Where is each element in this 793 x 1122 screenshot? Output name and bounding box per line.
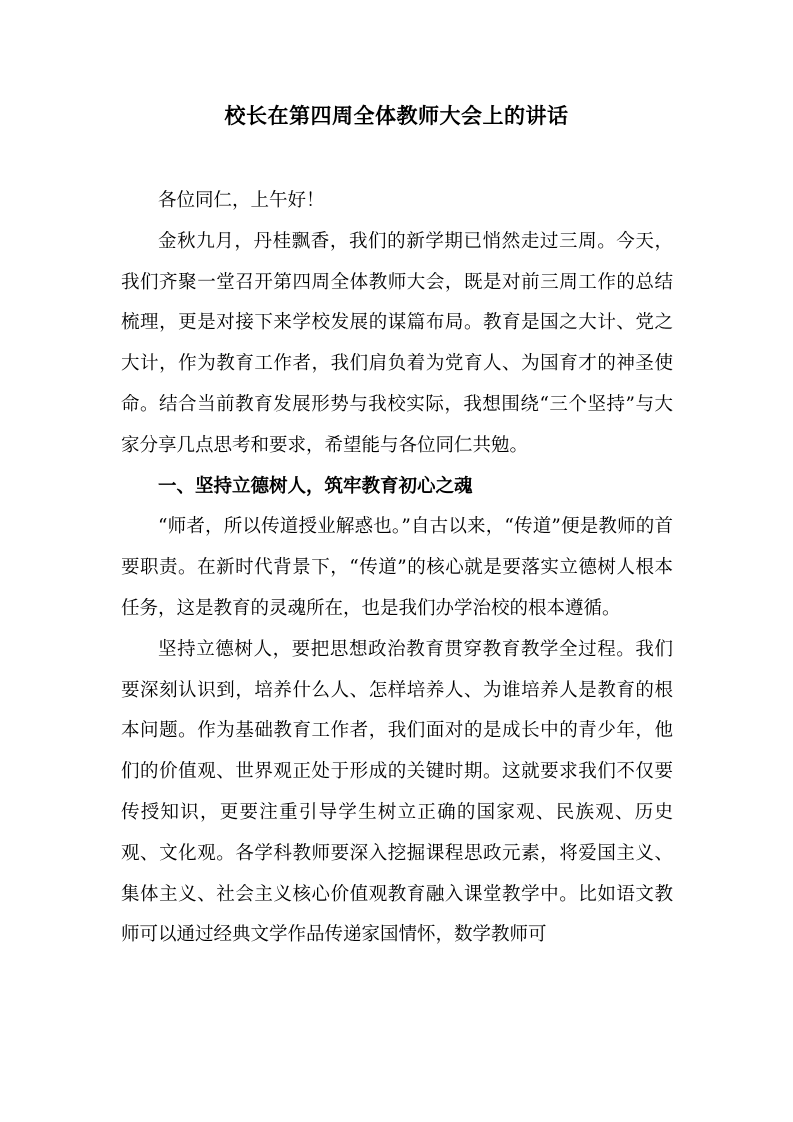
- greeting-paragraph: 各位同仁，上午好！: [158, 190, 325, 211]
- section-heading: 一、坚持立德树人，筑牢教育初心之魂: [158, 475, 473, 497]
- section-paragraph: “师者，所以传道授业解惑也。”自古以来，“传道”便是教师的首要职责。在新时代背景下，“传道”的核心就是要落实立德树人根本任务，这是教育的灵魂所在，也是我们办学治校的根本遵循。: [121, 516, 673, 619]
- section-paragraph: 坚持立德树人，要把思想政治教育贯穿教育教学全过程。我们要深刻认识到，培养什么人、怎样培养人、为谁培养人是教育的根本问题。作为基础教育工作者，我们面对的是成长中的青少年，他们的价值观、世界观正处于形成的关键时期。这就要求我们不仅要传授知识，更要注重引导学生树立正确的国家观、民族观、历史观、文化观。各学科教师要深入挖掘课程思政元素，将爱国主义、集体主义、社会主义核心价值观教育融入课堂教学中。比如语文教师可以通过经典文学作品传递家国情怀，数学教师可: [121, 638, 673, 946]
- intro-paragraph: 金秋九月，丹桂飘香，我们的新学期已悄然走过三周。今天，我们齐聚一堂召开第四周全体教师大会，既是对前三周工作的总结梳理，更是对接下来学校发展的谋篇布局。教育是国之大计、党之大计，作为教育工作者，我们肩负着为党育人、为国育才的神圣使命。结合当前教育发展形势与我校实际，我想围绕“三个坚持”与大家分享几点思考和要求，希望能与各位同仁共勉。: [121, 230, 673, 456]
- document-body: [121, 181, 673, 956]
- document-title: 校长在第四周全体教师大会上的讲话: [224, 103, 569, 128]
